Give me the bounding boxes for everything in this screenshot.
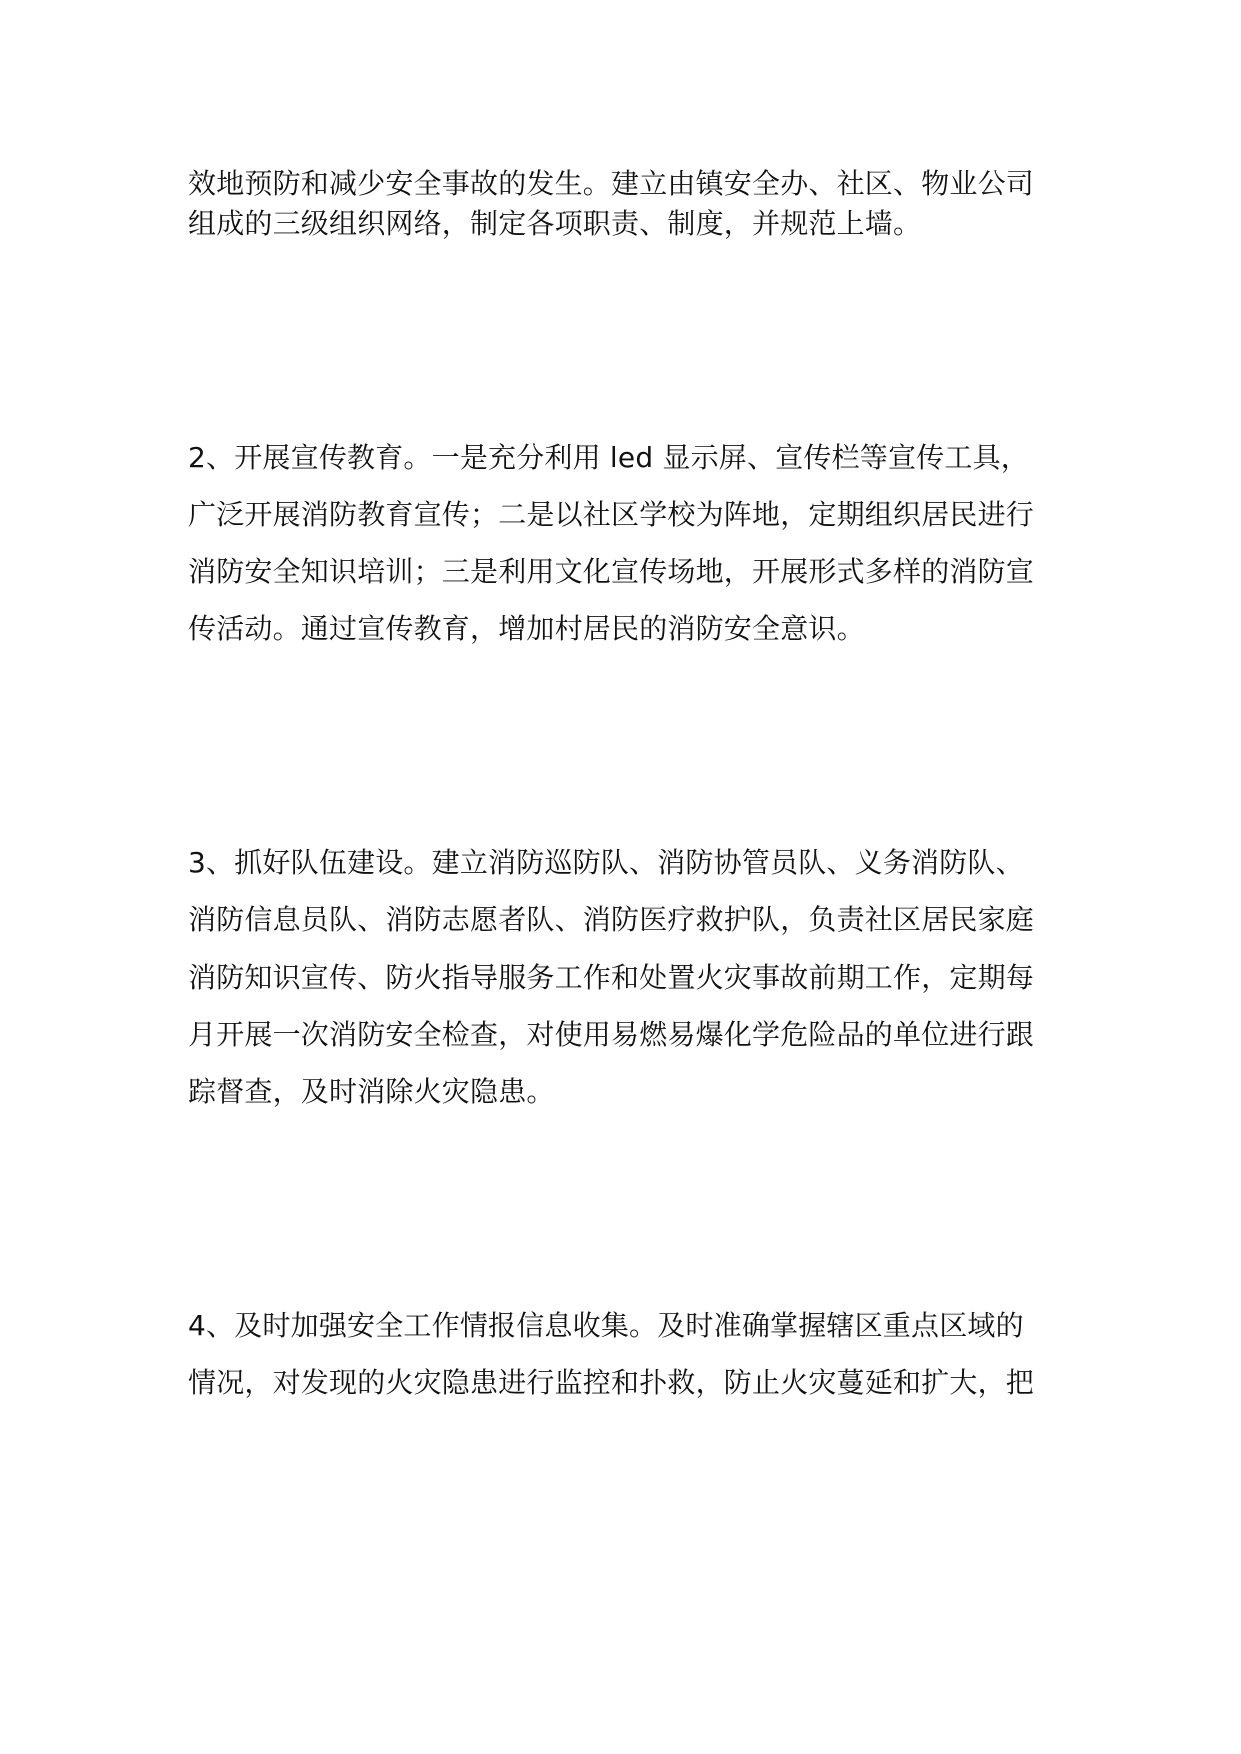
paragraph-4-line-1: 4、及时加强安全工作情报信息收集。及时准确掌握辖区重点区域的: [188, 1309, 1024, 1342]
paragraph-2-line-1: 2、开展宣传教育。一是充分利用 led 显示屏、宣传栏等宣传工具，: [188, 441, 1029, 474]
paragraph-3-line-1: 3、抓好队伍建设。建立消防巡防队、消防协管员队、义务消防队、: [188, 846, 1024, 879]
paragraph-1-line-1: 效地预防和减少安全事故的发生。建立由镇安全办、社区、物业公司: [188, 167, 1035, 200]
paragraph-2-line-4: 传活动。通过宣传教育，增加村居民的消防安全意识。: [188, 612, 865, 645]
paragraph-3-line-3: 消防知识宣传、防火指导服务工作和处置火灾事故前期工作，定期每: [188, 961, 1035, 994]
paragraph-1-line-2: 组成的三级组织网络，制定各项职责、制度，并规范上墙。: [188, 207, 922, 240]
paragraph-2-line-2: 广泛开展消防教育宣传；二是以社区学校为阵地，定期组织居民进行: [188, 498, 1035, 531]
paragraph-3-line-4: 月开展一次消防安全检查，对使用易燃易爆化学危险品的单位进行跟: [188, 1018, 1035, 1051]
paragraph-4-line-2: 情况，对发现的火灾隐患进行监控和扑救，防止火灾蔓延和扩大，把: [188, 1366, 1035, 1399]
paragraph-3-line-5: 踪督查，及时消除火灾隐患。: [188, 1075, 555, 1108]
paragraph-3-line-2: 消防信息员队、消防志愿者队、消防医疗救护队，负责社区居民家庭: [188, 903, 1035, 936]
paragraph-2-line-3: 消防安全知识培训；三是利用文化宣传场地，开展形式多样的消防宣: [188, 555, 1035, 588]
